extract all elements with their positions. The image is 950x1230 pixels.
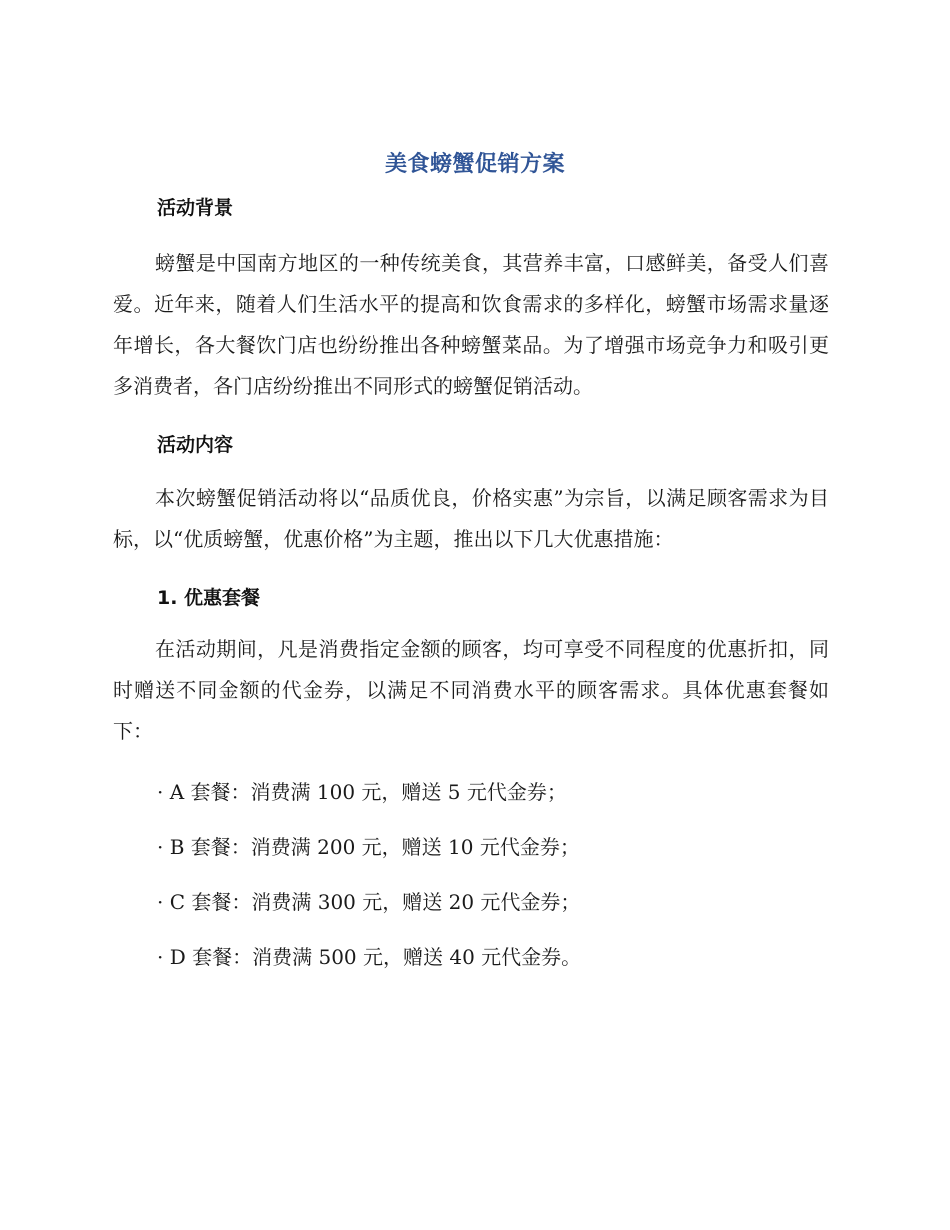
package-list-item: · A 套餐：消费满 100 元，赠送 5 元代金券； — [157, 780, 567, 804]
section-paragraph-content: 本次螃蟹促销活动将以“品质优良，价格实惠”为宗旨，以满足顾客需求为目标，以“优质螃蟹，优惠价格”为主题，推出以下几大优惠措施： — [113, 486, 829, 551]
document-title: 美食螃蟹促销方案 — [384, 152, 565, 177]
section-heading-background: 活动背景 — [157, 197, 234, 219]
section-paragraph-background: 螃蟹是中国南方地区的一种传统美食，其营养丰富，口感鲜美，备受人们喜爱。近年来，随着人们生活水平的提高和饮食需求的多样化，螃蟹市场需求量逐年增长，各大餐饮门店也纷纷推出各种螃蟹菜品。为了增强市场竞争力和吸引更多消费者，各门店纷纷推出不同形式的螃蟹促销活动。 — [113, 251, 829, 398]
section-heading-package: 1. 优惠套餐 — [157, 587, 261, 609]
package-list-item: · D 套餐：消费满 500 元，赠送 40 元代金券。 — [157, 945, 582, 969]
section-paragraph-package: 在活动期间，凡是消费指定金额的顾客，均可享受不同程度的优惠折扣，同时赠送不同金额的代金券，以满足不同消费水平的顾客需求。具体优惠套餐如下： — [113, 637, 829, 743]
section-heading-content: 活动内容 — [157, 434, 234, 456]
package-list-item: · B 套餐：消费满 200 元，赠送 10 元代金券； — [157, 835, 580, 859]
package-list-item: · C 套餐：消费满 300 元，赠送 20 元代金券； — [157, 890, 581, 914]
